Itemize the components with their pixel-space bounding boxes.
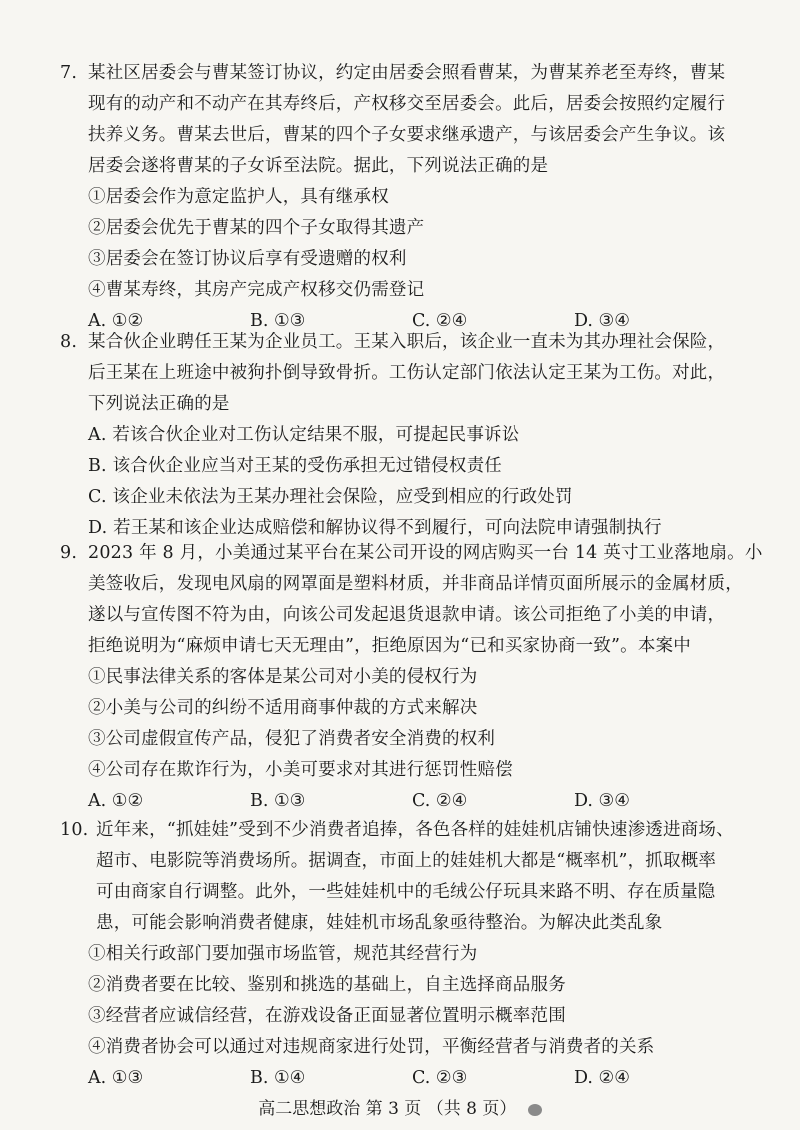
choice-b: B. ①③ [250, 791, 306, 811]
choice-b: B. ①④ [250, 1068, 306, 1088]
question-number: 7. [60, 63, 78, 83]
question-stem-line: 美签收后，发现电风扇的网罩面是塑料材质，并非商品详情页面所展示的金属材质， [88, 574, 743, 594]
choice-b: B. ①③ [250, 311, 306, 331]
choice-d: D. ②④ [574, 1068, 630, 1088]
option-d: D. 若王某和该企业达成赔偿和解协议得不到履行，可向法院申请强制执行 [88, 518, 662, 538]
question-stem-line: 超市、电影院等消费场所。据调查，市面上的娃娃机大都是“概率机”，抓取概率 [96, 851, 717, 871]
page-footer [0, 1096, 800, 1122]
statement-item: ④曹某寿终，其房产完成产权移交仍需登记 [88, 280, 425, 300]
option-b: B. 该合伙企业应当对王某的受伤承担无过错侵权责任 [88, 456, 502, 476]
statement-item: ①居委会作为意定监护人，具有继承权 [88, 187, 389, 207]
question-stem-line: 下列说法正确的是 [88, 394, 230, 414]
statement-item: ③经营者应诚信经营，在游戏设备正面显著位置明示概率范围 [88, 1006, 566, 1026]
choice-a: A. ①③ [88, 1068, 144, 1088]
question-number: 9. [60, 543, 78, 563]
statement-item: ②居委会优先于曹某的四个子女取得其遗产 [88, 218, 425, 238]
question-stem-line: 现有的动产和不动产在其寿终后，产权移交至居委会。此后，居委会按照约定履行 [88, 94, 726, 114]
option-a: A. 若该合伙企业对工伤认定结果不服，可提起民事诉讼 [88, 425, 520, 445]
choice-a: A. ①② [88, 311, 144, 331]
answer-choices [60, 1063, 780, 1094]
answer-choices [60, 786, 780, 817]
statement-item: ④公司存在欺诈行为，小美可要求对其进行惩罚性赔偿 [88, 760, 513, 780]
statement-item: ③居委会在签订协议后享有受遗赠的权利 [88, 249, 407, 269]
question-number: 8. [60, 332, 78, 352]
question-stem-line: 10. 近年来，“抓娃娃”受到不少消费者追捧，各色各样的娃娃机店铺快速渗透进商场、 [60, 815, 780, 846]
question-stem-line: 拒绝说明为“麻烦申请七天无理由”，拒绝原因为“已和买家协商一致”。本案中 [88, 636, 691, 656]
watermark-icon [528, 1104, 542, 1116]
footer-text: 高二思想政治 第 3 页 （共 8 页） [258, 1099, 517, 1119]
statement-item: ①民事法律关系的客体是某公司对小美的侵权行为 [88, 667, 478, 687]
statement-item: ④消费者协会可以通过对违规商家进行处罚，平衡经营者与消费者的关系 [88, 1037, 655, 1057]
question-stem-line: 7. 某社区居委会与曹某签订协议，约定由居委会照看曹某，为曹某养老至寿终，曹某 [60, 58, 780, 89]
statement-item: ①相关行政部门要加强市场监管，规范其经营行为 [88, 944, 478, 964]
question-7 [60, 58, 780, 337]
question-10 [60, 815, 780, 1094]
question-stem-line: 居委会遂将曹某的子女诉至法院。据此，下列说法正确的是 [88, 156, 549, 176]
choice-c: C. ②④ [412, 791, 468, 811]
question-stem-line: 遂以与宣传图不符为由，向该公司发起退货退款申请。该公司拒绝了小美的申请， [88, 605, 726, 625]
question-stem-line: 9. 2023 年 8 月，小美通过某平台在某公司开设的网店购买一台 14 英寸工业落地扇。小 [60, 538, 780, 569]
question-stem-line: 8. 某合伙企业聘任王某为企业员工。王某入职后，该企业一直未为其办理社会保险， [60, 327, 780, 358]
statement-item: ③公司虚假宣传产品，侵犯了消费者安全消费的权利 [88, 729, 496, 749]
question-8 [60, 327, 780, 544]
question-stem-line: 后王某在上班途中被狗扑倒导致骨折。工伤认定部门依法认定王某为工伤。对此， [88, 363, 726, 383]
question-9 [60, 538, 780, 817]
choice-c: C. ②③ [412, 1068, 468, 1088]
choice-d: D. ③④ [574, 311, 630, 331]
question-number: 10. [60, 820, 89, 840]
choice-c: C. ②④ [412, 311, 468, 331]
choice-a: A. ①② [88, 791, 144, 811]
question-stem-line: 扶养义务。曹某去世后，曹某的四个子女要求继承遗产，与该居委会产生争议。该 [88, 125, 726, 145]
statement-item: ②消费者要在比较、鉴别和挑选的基础上，自主选择商品服务 [88, 975, 566, 995]
statement-item: ②小美与公司的纠纷不适用商事仲裁的方式来解决 [88, 698, 478, 718]
choice-d: D. ③④ [574, 791, 630, 811]
question-stem-line: 可由商家自行调整。此外，一些娃娃机中的毛绒公仔玩具来路不明、存在质量隐 [96, 882, 716, 902]
option-c: C. 该企业未依法为王某办理社会保险，应受到相应的行政处罚 [88, 487, 573, 507]
question-stem-line: 患，可能会影响消费者健康，娃娃机市场乱象亟待整治。为解决此类乱象 [96, 913, 663, 933]
